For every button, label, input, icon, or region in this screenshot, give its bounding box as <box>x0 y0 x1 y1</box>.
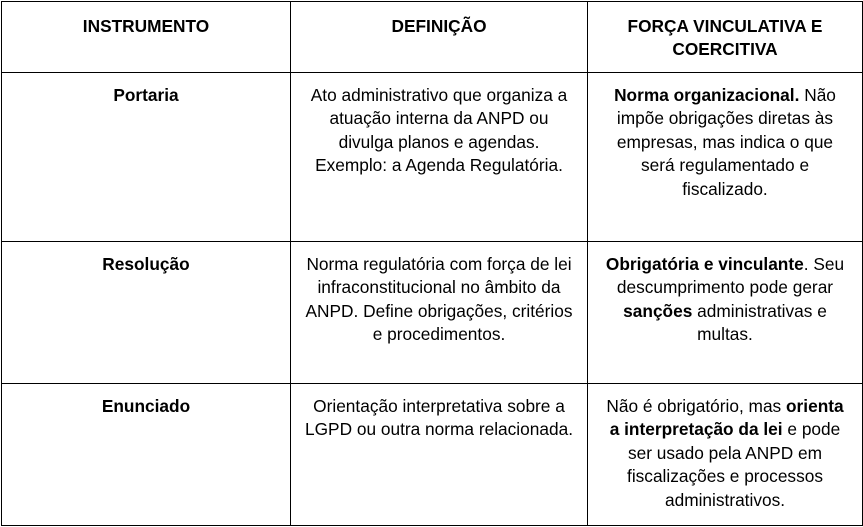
forca-text: . Seu descumprimento pode gerar <box>616 254 845 298</box>
table-row-enunciado <box>2 384 863 526</box>
forca-emphasis: Obrigatória e vinculante <box>605 254 804 274</box>
forca-cell <box>588 73 863 242</box>
instrumento-cell: Portaria <box>2 73 291 242</box>
forca-text: Não impõe obrigações diretas às empresas, mas indica o que será regulamentado e fiscalizado. <box>616 85 836 199</box>
forca-cell <box>588 384 863 526</box>
forca-emphasis: orienta a interpretação da lei <box>609 396 844 440</box>
header-instrumento: INSTRUMENTO <box>2 2 291 73</box>
table-header-row <box>2 2 863 73</box>
forca-emphasis: Norma organizacional. <box>614 85 800 105</box>
header-definicao: DEFINIÇÃO <box>291 2 588 73</box>
forca-cell <box>588 242 863 384</box>
forca-emphasis-sancoes: sanções <box>623 300 693 321</box>
instrumento-cell: Enunciado <box>2 384 291 526</box>
table-row-portaria <box>2 73 863 242</box>
forca-text-end: e pode ser usado pela ANPD em fiscalizações e processos administrativos. <box>627 419 841 510</box>
definicao-cell: Ato administrativo que organiza a atuação interna da ANPD ou divulga planos e agendas. Exemplo: a Agenda Regulatória. <box>291 73 588 242</box>
header-forca: FORÇA VINCULATIVA E COERCITIVA <box>588 2 863 73</box>
comparison-table <box>1 1 863 526</box>
table-row-resolucao <box>2 242 863 384</box>
instrumento-cell: Resolução <box>2 242 291 384</box>
forca-text-end: administrativas e multas. <box>692 300 827 345</box>
forca-text: Não é obrigatório, mas <box>606 396 786 416</box>
definicao-cell: Norma regulatória com força de lei infraconstitucional no âmbito da ANPD. Define obrigações, critérios e procedimentos. <box>291 242 588 384</box>
definicao-cell: Orientação interpretativa sobre a LGPD ou outra norma relacionada. <box>291 384 588 526</box>
